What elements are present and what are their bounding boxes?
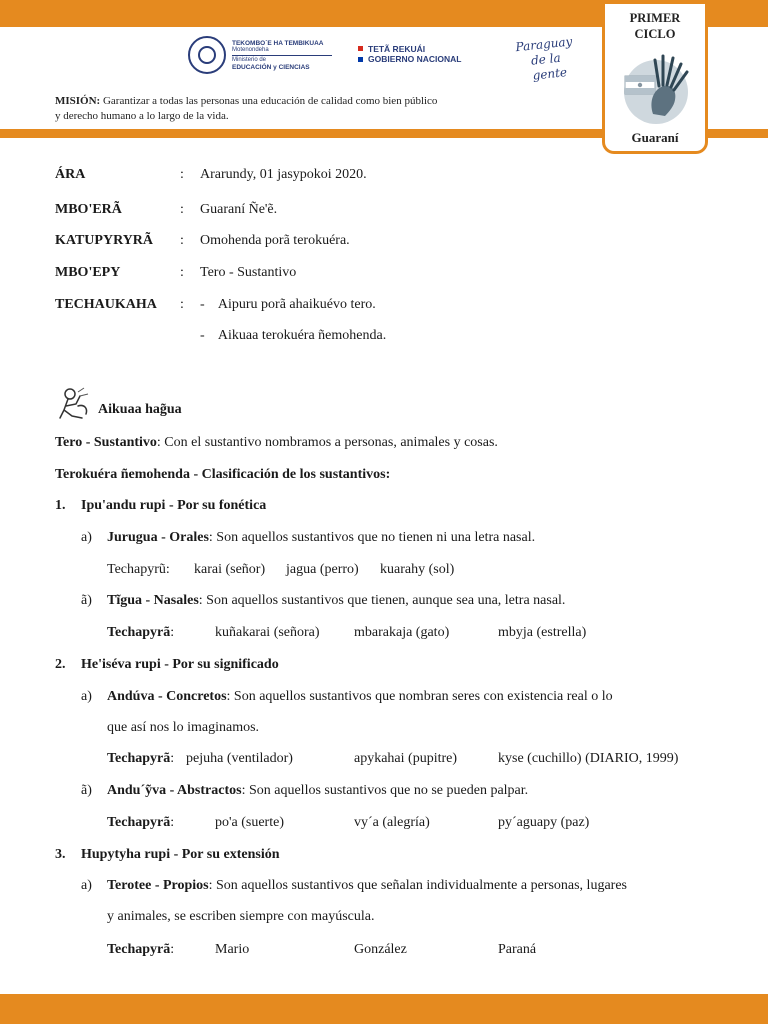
section-2-title: He'iséva rupi - Por su significado bbox=[81, 657, 279, 672]
section-2b-term: Andu´ỹva - Abstractos bbox=[107, 783, 242, 798]
info-value: Ararundy, 01 jasypokoi 2020. bbox=[200, 167, 367, 182]
section-2a-term: Andúva - Concretos bbox=[107, 689, 227, 704]
section-1b-text: : Son aquellos sustantivos que tienen, aunque sea una, letra nasal. bbox=[198, 593, 566, 608]
section-1b-letter: ã) bbox=[81, 593, 92, 608]
classification-title: Terokuéra ñemohenda - Clasificación de los sustantivos: bbox=[55, 467, 391, 482]
info-key: KATUPYRYRÃ bbox=[55, 233, 154, 248]
government-logo bbox=[358, 44, 462, 64]
info-row-katupyryra bbox=[55, 231, 350, 251]
card-title-line2: CICLO bbox=[634, 27, 676, 41]
example-1b-item-1: kuñakarai (señora) bbox=[215, 625, 320, 640]
example-3a-item-1: Mario bbox=[215, 942, 250, 957]
national-seal-icon bbox=[188, 36, 226, 74]
example-3a-item-3: Paraná bbox=[498, 942, 537, 957]
section-2b-letter: ã) bbox=[81, 783, 92, 798]
example-2a-label-line bbox=[107, 749, 174, 769]
section-1-num: 1. bbox=[55, 498, 66, 513]
mission-statement bbox=[55, 94, 525, 124]
example-1a-label: Techapyrũ: bbox=[107, 562, 170, 577]
example-2b-item-3: py´aguapy (paz) bbox=[498, 815, 590, 830]
info-key: MBO'EPY bbox=[55, 265, 121, 280]
section-1a-line bbox=[107, 528, 535, 548]
example-3a-colon: : bbox=[170, 942, 175, 957]
info-row-techaukaha bbox=[55, 295, 376, 315]
section-1-title: Ipu'andu rupi - Por su fonética bbox=[81, 498, 267, 513]
example-1a-item-3: kuarahy (sol) bbox=[380, 562, 455, 577]
card-title-line1: PRIMER bbox=[629, 11, 681, 25]
info-key: MBO'ERÃ bbox=[55, 202, 122, 217]
example-2b-item-1: po'a (suerte) bbox=[215, 815, 284, 830]
example-2a-label: Techapyrã bbox=[107, 751, 171, 766]
section-3a-line2: y animales, se escriben siempre con mayúscula. bbox=[107, 909, 375, 924]
thinking-figure-icon bbox=[58, 386, 94, 420]
example-2b-colon: : bbox=[170, 815, 175, 830]
section-3a-term: Terotee - Propios bbox=[107, 878, 209, 893]
example-3a-label: Techapyrã bbox=[107, 942, 171, 957]
section-2-num: 2. bbox=[55, 657, 66, 672]
example-1b-colon: : bbox=[170, 625, 175, 640]
mission-text-line1: Garantizar a todas las personas una educación de calidad como bien público bbox=[100, 95, 438, 107]
section-3-title: Hupytyha rupi - Por su extensión bbox=[81, 847, 280, 862]
section-1a-term: Jurugua - Orales bbox=[107, 530, 209, 545]
logo-ministry-line3: Ministerio de bbox=[232, 56, 267, 63]
indigenous-head-flag-icon bbox=[619, 52, 693, 126]
example-3a-label-line bbox=[107, 940, 174, 960]
info-colon: : bbox=[180, 265, 184, 280]
flag-stripes-icon bbox=[358, 46, 363, 62]
info-colon: : bbox=[180, 202, 184, 217]
example-3a-item-2: González bbox=[354, 942, 407, 957]
section-1a-letter: a) bbox=[81, 530, 92, 545]
example-1b-item-3: mbyja (estrella) bbox=[498, 625, 587, 640]
footer-bar bbox=[0, 994, 768, 1024]
logo-ministry-line4: EDUCACIÓN y CIENCIAS bbox=[232, 63, 310, 71]
slogan-line2: de la gente bbox=[530, 50, 568, 83]
section-1a-text: : Son aquellos sustantivos que no tienen ni una letra nasal. bbox=[208, 530, 536, 545]
techaukaha-second-item: - Aikuaa terokuéra ñemohenda. bbox=[200, 328, 387, 343]
section-3a-letter: a) bbox=[81, 878, 92, 893]
info-value: Tero - Sustantivo bbox=[200, 265, 297, 280]
example-1a-item-1: karai (señor) bbox=[194, 562, 266, 577]
info-value: Omohenda porã terokuéra. bbox=[200, 233, 350, 248]
logo-ministry-line2: Motenondeha bbox=[232, 46, 269, 53]
definition-term: Tero - Sustantivo bbox=[55, 435, 157, 450]
logo-ministry-line1: TEKOMBO´E HA TEMBIKUAA bbox=[232, 39, 324, 47]
info-colon: : bbox=[180, 297, 184, 312]
cycle-card bbox=[602, 4, 708, 154]
slogan-line1: Paraguay bbox=[514, 34, 573, 55]
info-colon: : bbox=[180, 167, 184, 182]
info-key: TECHAUKAHA bbox=[55, 297, 157, 312]
ministry-logo bbox=[188, 36, 338, 74]
example-1b-label-line bbox=[107, 623, 174, 643]
example-2b-label: Techapyrã bbox=[107, 815, 171, 830]
section-2a-text: : Son aquellos sustantivos que nombran seres con existencia real o lo bbox=[226, 689, 613, 704]
section-2b-line bbox=[107, 781, 528, 801]
section-3a-line bbox=[107, 876, 627, 896]
example-2a-item-3: kyse (cuchillo) (DIARIO, 1999) bbox=[498, 751, 679, 766]
card-subject: Guaraní bbox=[631, 130, 679, 145]
info-value: Guaraní Ñe'ẽ. bbox=[200, 202, 278, 217]
example-1b-label: Techapyrã bbox=[107, 625, 171, 640]
section-1b-line bbox=[107, 591, 565, 611]
section-3a-text: : Son aquellos sustantivos que señalan individualmente a personas, lugares bbox=[208, 878, 627, 893]
example-2b-label-line bbox=[107, 813, 174, 833]
section-2b-text: : Son aquellos sustantivos que no se pueden palpar. bbox=[241, 783, 529, 798]
example-2a-item-2: apykahai (pupitre) bbox=[354, 751, 458, 766]
example-2a-item-1: pejuha (ventilador) bbox=[186, 751, 293, 766]
info-row-mboepy bbox=[55, 263, 296, 283]
example-2a-colon: : bbox=[170, 751, 175, 766]
logo-gov-line1: TETÃ REKUÁI bbox=[368, 44, 426, 54]
definition-line bbox=[55, 433, 498, 453]
section-2a-line2: que así nos lo imaginamos. bbox=[107, 720, 260, 735]
section-3-num: 3. bbox=[55, 847, 66, 862]
info-row-mboera bbox=[55, 200, 277, 220]
section-2a-letter: a) bbox=[81, 689, 92, 704]
info-row-ara bbox=[55, 165, 367, 185]
example-2b-item-2: vy´a (alegría) bbox=[354, 815, 430, 830]
logo-gov-line2: GOBIERNO NACIONAL bbox=[368, 54, 462, 64]
info-key: ÁRA bbox=[55, 167, 86, 182]
definition-text: : Con el sustantivo nombramos a personas, animales y cosas. bbox=[156, 435, 498, 450]
example-1a-item-2: jagua (perro) bbox=[286, 562, 359, 577]
info-colon: : bbox=[180, 233, 184, 248]
aikuaa-heading bbox=[58, 386, 182, 420]
section-2a-line bbox=[107, 687, 613, 707]
card-title bbox=[605, 10, 705, 42]
mission-label: MISIÓN: bbox=[55, 95, 101, 107]
example-1b-item-2: mbarakaja (gato) bbox=[354, 625, 450, 640]
aikuaa-title: Aikuaa hag̃ua bbox=[98, 402, 182, 417]
info-value: - Aipuru porã ahaikuévo tero. bbox=[200, 297, 376, 312]
section-1b-term: Tĩgua - Nasales bbox=[107, 593, 199, 608]
mission-text-line2: y derecho humano a lo largo de la vida. bbox=[55, 110, 229, 122]
slogan-logo bbox=[515, 32, 599, 85]
